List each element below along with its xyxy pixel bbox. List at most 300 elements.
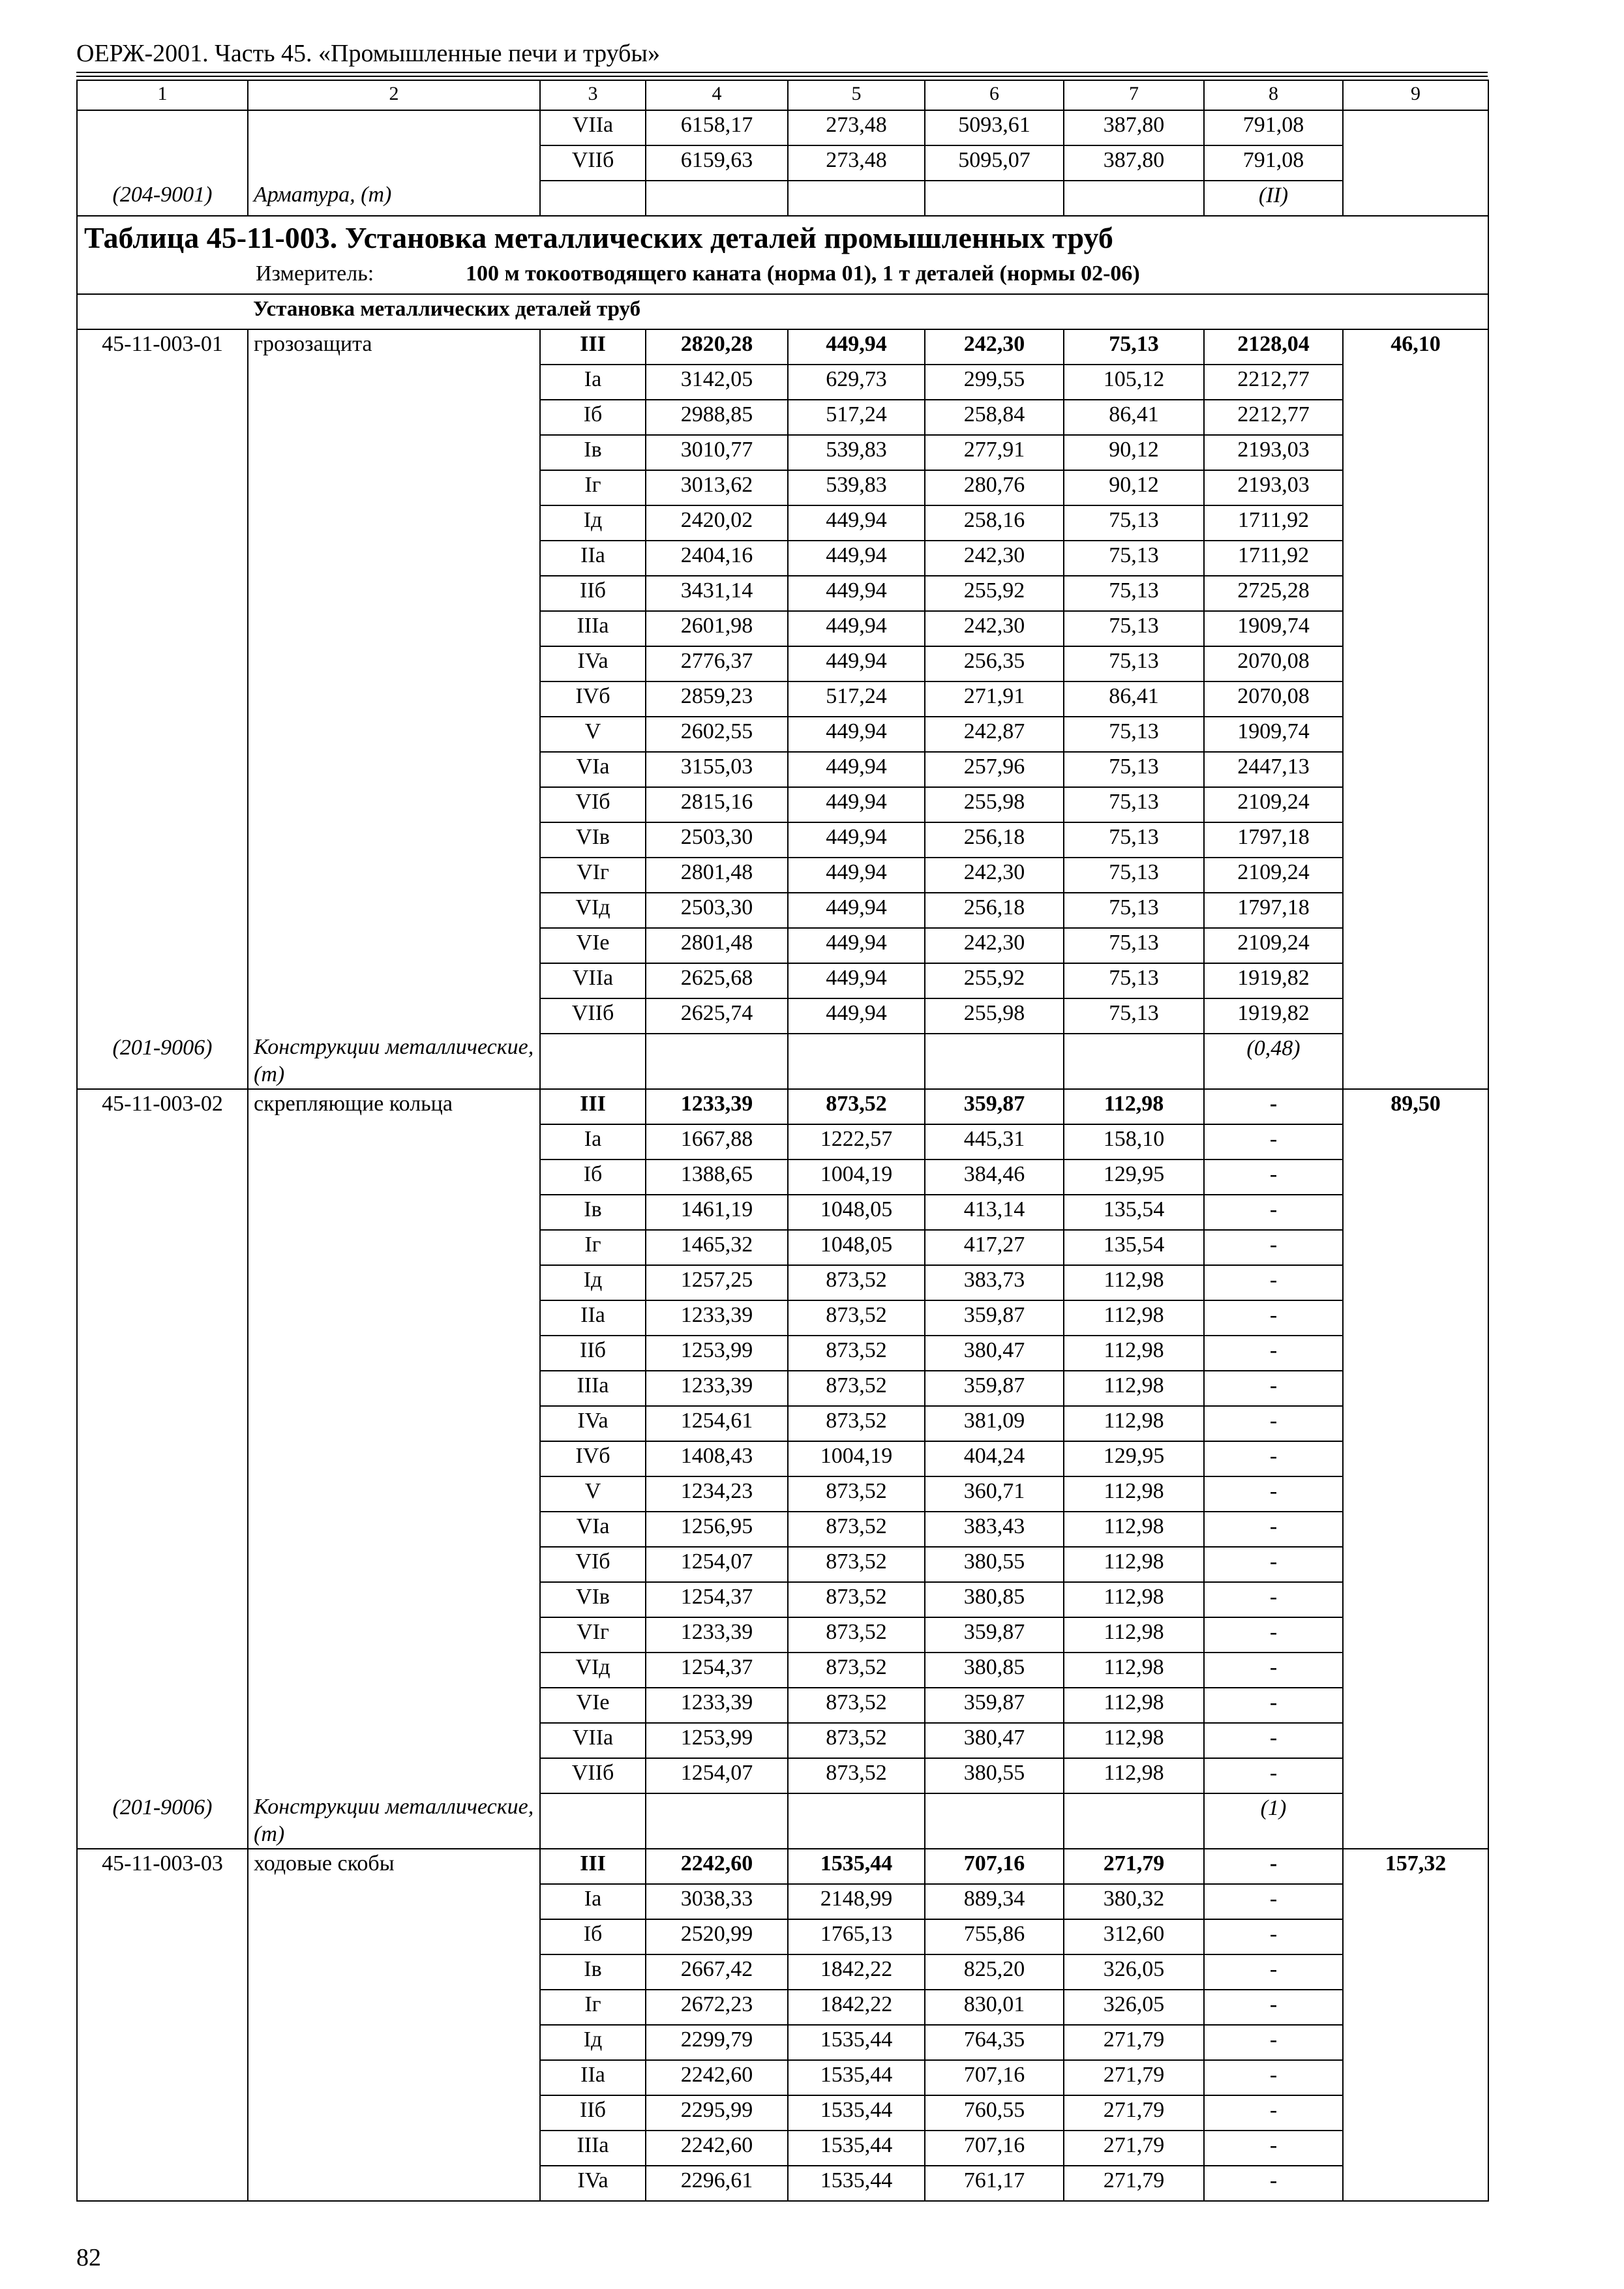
table-row — [77, 1300, 1488, 1336]
value-cell: 2070,08 — [1204, 681, 1343, 717]
extra-cost — [1343, 1195, 1488, 1230]
norm-code — [77, 110, 248, 145]
table-row — [77, 681, 1488, 717]
value-cell: 3038,33 — [646, 1884, 788, 1919]
empty-cell — [1343, 1793, 1488, 1849]
value-cell: 1408,43 — [646, 1441, 788, 1476]
norm-name — [248, 1512, 540, 1547]
value-cell: 445,31 — [925, 1124, 1064, 1159]
table-row — [77, 576, 1488, 611]
value-cell: 1465,32 — [646, 1230, 788, 1265]
extra-cost — [1343, 1371, 1488, 1406]
norm-code — [77, 1265, 248, 1300]
column-number-row — [77, 80, 1488, 110]
value-cell: 3013,62 — [646, 470, 788, 505]
value-cell: 1254,37 — [646, 1582, 788, 1617]
zone-code: VIд — [540, 893, 646, 928]
extra-cost — [1343, 822, 1488, 858]
value-cell: 112,98 — [1064, 1336, 1204, 1371]
zone-code: Ia — [540, 1884, 646, 1919]
norm-name — [248, 1723, 540, 1758]
extra-cost — [1343, 505, 1488, 541]
column-number: 3 — [540, 80, 646, 110]
table-row — [77, 1653, 1488, 1688]
column-number: 9 — [1343, 80, 1488, 110]
norm-code — [77, 1884, 248, 1919]
value-cell: - — [1204, 2060, 1343, 2095]
value-cell: 2520,99 — [646, 1919, 788, 1954]
norm-name — [248, 1758, 540, 1793]
norm-code: 45-11-003-01 — [77, 329, 248, 365]
empty-cell — [540, 181, 646, 216]
norm-code — [77, 1617, 248, 1653]
value-cell: - — [1204, 1547, 1343, 1582]
value-cell: 1842,22 — [788, 1954, 925, 1990]
zone-code: IVб — [540, 681, 646, 717]
norm-name — [248, 400, 540, 435]
value-cell: 75,13 — [1064, 752, 1204, 787]
zone-code: IIIa — [540, 1371, 646, 1406]
zone-code: V — [540, 717, 646, 752]
norm-code — [77, 1195, 248, 1230]
value-cell: 1535,44 — [788, 2025, 925, 2060]
value-cell: 2148,99 — [788, 1884, 925, 1919]
value-cell: 1919,82 — [1204, 998, 1343, 1034]
norm-name — [248, 145, 540, 181]
value-cell: 539,83 — [788, 435, 925, 470]
table-row — [77, 1919, 1488, 1954]
section-row — [77, 294, 1488, 329]
norm-code — [77, 1336, 248, 1371]
extra-cost — [1343, 1406, 1488, 1441]
empty-cell — [925, 181, 1064, 216]
value-cell: 2602,55 — [646, 717, 788, 752]
value-cell: 271,79 — [1064, 2166, 1204, 2201]
column-number: 8 — [1204, 80, 1343, 110]
norm-code — [77, 400, 248, 435]
zone-code: Iд — [540, 1265, 646, 1300]
norm-code — [77, 470, 248, 505]
value-cell: 449,94 — [788, 329, 925, 365]
value-cell: 256,35 — [925, 646, 1064, 681]
value-cell: - — [1204, 1688, 1343, 1723]
value-cell: 1667,88 — [646, 1124, 788, 1159]
norm-code — [77, 365, 248, 400]
extra-cost — [1343, 435, 1488, 470]
zone-code: Iд — [540, 505, 646, 541]
resource-row — [77, 181, 1488, 216]
zone-code: VIa — [540, 752, 646, 787]
norm-name — [248, 1195, 540, 1230]
column-number: 6 — [925, 80, 1064, 110]
norm-name — [248, 998, 540, 1034]
value-cell: 873,52 — [788, 1758, 925, 1793]
table-row — [77, 646, 1488, 681]
norm-name — [248, 1547, 540, 1582]
value-cell: 1797,18 — [1204, 893, 1343, 928]
norm-code — [77, 2025, 248, 2060]
extra-cost: 46,10 — [1343, 329, 1488, 365]
value-cell: 158,10 — [1064, 1124, 1204, 1159]
value-cell: 1254,61 — [646, 1406, 788, 1441]
value-cell: - — [1204, 1406, 1343, 1441]
norm-name — [248, 1300, 540, 1336]
value-cell: - — [1204, 1300, 1343, 1336]
value-cell: 3155,03 — [646, 752, 788, 787]
value-cell: 825,20 — [925, 1954, 1064, 1990]
resource-code: (204-9001) — [77, 181, 248, 216]
value-cell: 517,24 — [788, 400, 925, 435]
zone-code: Iв — [540, 1954, 646, 1990]
table-title: Таблица 45-11-003. Установка металлических деталей промышленных труб — [77, 216, 1488, 260]
norm-name — [248, 1159, 540, 1195]
extra-cost — [1343, 717, 1488, 752]
value-cell: 273,48 — [788, 110, 925, 145]
table-row — [77, 611, 1488, 646]
resource-name: Арматура, (т) — [248, 181, 540, 216]
value-cell: 1535,44 — [788, 2166, 925, 2201]
column-number: 5 — [788, 80, 925, 110]
norm-code — [77, 145, 248, 181]
zone-code: Iг — [540, 470, 646, 505]
norm-code — [77, 1512, 248, 1547]
value-cell: - — [1204, 1336, 1343, 1371]
column-number: 4 — [646, 80, 788, 110]
norm-name — [248, 2025, 540, 2060]
value-cell: 2109,24 — [1204, 858, 1343, 893]
value-cell: 2193,03 — [1204, 435, 1343, 470]
extra-cost — [1343, 2095, 1488, 2131]
norm-name — [248, 2095, 540, 2131]
value-cell: 271,79 — [1064, 2095, 1204, 2131]
value-cell: 873,52 — [788, 1336, 925, 1371]
resource-code: (201-9006) — [77, 1793, 248, 1849]
value-cell: 449,94 — [788, 858, 925, 893]
measure-value: 100 м токоотводящего каната (норма 01), 1 т деталей (нормы 02-06) — [466, 262, 1140, 286]
value-cell: 75,13 — [1064, 576, 1204, 611]
value-cell: 383,43 — [925, 1512, 1064, 1547]
value-cell: 1254,37 — [646, 1653, 788, 1688]
value-cell: - — [1204, 1919, 1343, 1954]
value-cell: 449,94 — [788, 505, 925, 541]
value-cell: 380,85 — [925, 1653, 1064, 1688]
extra-cost — [1343, 1582, 1488, 1617]
norm-code — [77, 2060, 248, 2095]
table-row — [77, 1547, 1488, 1582]
norm-name — [248, 576, 540, 611]
norm-code — [77, 1371, 248, 1406]
value-cell: 873,52 — [788, 1300, 925, 1336]
value-cell: 112,98 — [1064, 1476, 1204, 1512]
value-cell: 256,18 — [925, 822, 1064, 858]
value-cell: - — [1204, 1512, 1343, 1547]
zone-code: VIв — [540, 1582, 646, 1617]
value-cell: 75,13 — [1064, 329, 1204, 365]
value-cell: - — [1204, 1617, 1343, 1653]
value-cell: 873,52 — [788, 1089, 925, 1124]
value-cell: 517,24 — [788, 681, 925, 717]
value-cell: 277,91 — [925, 435, 1064, 470]
norm-name — [248, 1371, 540, 1406]
table-row — [77, 541, 1488, 576]
value-cell: 1535,44 — [788, 2131, 925, 2166]
value-cell: 359,87 — [925, 1089, 1064, 1124]
extra-cost — [1343, 1124, 1488, 1159]
table-row — [77, 1230, 1488, 1265]
value-cell: - — [1204, 1582, 1343, 1617]
norm-code — [77, 2095, 248, 2131]
empty-cell — [646, 181, 788, 216]
value-cell: 86,41 — [1064, 400, 1204, 435]
norm-code — [77, 576, 248, 611]
zone-code: VIб — [540, 787, 646, 822]
norm-code — [77, 1723, 248, 1758]
table-row — [77, 1688, 1488, 1723]
value-cell: 791,08 — [1204, 110, 1343, 145]
value-cell: 255,98 — [925, 787, 1064, 822]
value-cell: 129,95 — [1064, 1159, 1204, 1195]
extra-cost — [1343, 893, 1488, 928]
table-row — [77, 145, 1488, 181]
value-cell: 383,73 — [925, 1265, 1064, 1300]
norm-name — [248, 505, 540, 541]
table-row — [77, 1124, 1488, 1159]
norm-name — [248, 110, 540, 145]
value-cell: 129,95 — [1064, 1441, 1204, 1476]
value-cell: 2801,48 — [646, 928, 788, 963]
norm-code — [77, 787, 248, 822]
value-cell: 2447,13 — [1204, 752, 1343, 787]
norm-code — [77, 541, 248, 576]
resource-code: (201-9006) — [77, 1034, 248, 1089]
value-cell: 449,94 — [788, 963, 925, 998]
empty-cell — [788, 181, 925, 216]
value-cell: 449,94 — [788, 822, 925, 858]
norm-name — [248, 1919, 540, 1954]
extra-cost — [1343, 1547, 1488, 1582]
zone-code: IIб — [540, 576, 646, 611]
norm-code — [77, 963, 248, 998]
zone-code: III — [540, 329, 646, 365]
value-cell: 707,16 — [925, 2131, 1064, 2166]
norm-name — [248, 1265, 540, 1300]
value-cell: 1711,92 — [1204, 505, 1343, 541]
norm-code — [77, 681, 248, 717]
value-cell: 2988,85 — [646, 400, 788, 435]
norm-code — [77, 998, 248, 1034]
empty-cell — [1064, 181, 1204, 216]
norm-name — [248, 1688, 540, 1723]
table-row — [77, 752, 1488, 787]
value-cell: 359,87 — [925, 1300, 1064, 1336]
zone-code: IIб — [540, 1336, 646, 1371]
value-cell: - — [1204, 1441, 1343, 1476]
value-cell: 1919,82 — [1204, 963, 1343, 998]
empty-cell — [540, 1793, 646, 1849]
value-cell: 5095,07 — [925, 145, 1064, 181]
value-cell: 873,52 — [788, 1512, 925, 1547]
value-cell: - — [1204, 1089, 1343, 1124]
norm-name — [248, 2131, 540, 2166]
zone-code: VIд — [540, 1653, 646, 1688]
norm-name — [248, 1406, 540, 1441]
zone-code: IVa — [540, 1406, 646, 1441]
value-cell: 112,98 — [1064, 1723, 1204, 1758]
value-cell: 2299,79 — [646, 2025, 788, 2060]
value-cell: 873,52 — [788, 1406, 925, 1441]
value-cell: 359,87 — [925, 1688, 1064, 1723]
value-cell: 242,30 — [925, 541, 1064, 576]
value-cell: 326,05 — [1064, 1990, 1204, 2025]
table-row — [77, 1406, 1488, 1441]
zone-code: VIIa — [540, 963, 646, 998]
value-cell: 326,05 — [1064, 1954, 1204, 1990]
extra-cost — [1343, 1954, 1488, 1990]
value-cell: 2212,77 — [1204, 400, 1343, 435]
table-row — [77, 1371, 1488, 1406]
value-cell: 380,85 — [925, 1582, 1064, 1617]
value-cell: 75,13 — [1064, 717, 1204, 752]
empty-cell — [1343, 294, 1488, 329]
value-cell: 1233,39 — [646, 1371, 788, 1406]
value-cell: 417,27 — [925, 1230, 1064, 1265]
table-row — [77, 400, 1488, 435]
value-cell: 764,35 — [925, 2025, 1064, 2060]
zone-code: IIIa — [540, 2131, 646, 2166]
table-row — [77, 1441, 1488, 1476]
zone-code: IIб — [540, 2095, 646, 2131]
norm-code — [77, 1688, 248, 1723]
norm-code — [77, 1547, 248, 1582]
value-cell: 873,52 — [788, 1653, 925, 1688]
norm-name — [248, 2166, 540, 2201]
value-cell: 889,34 — [925, 1884, 1064, 1919]
norm-name — [248, 787, 540, 822]
table-row — [77, 1617, 1488, 1653]
extra-cost — [1343, 1336, 1488, 1371]
column-number: 2 — [248, 80, 540, 110]
value-cell: 1254,07 — [646, 1547, 788, 1582]
value-cell: 112,98 — [1064, 1089, 1204, 1124]
value-cell: 449,94 — [788, 787, 925, 822]
table-row — [77, 858, 1488, 893]
norm-code: 45-11-003-03 — [77, 1849, 248, 1884]
zone-code: IIa — [540, 541, 646, 576]
zone-code: VIIб — [540, 998, 646, 1034]
value-cell: 112,98 — [1064, 1512, 1204, 1547]
extra-cost — [1343, 1230, 1488, 1265]
table-row — [77, 928, 1488, 963]
norm-code — [77, 1124, 248, 1159]
norm-code: 45-11-003-02 — [77, 1089, 248, 1124]
value-cell: 1048,05 — [788, 1195, 925, 1230]
extra-cost — [1343, 1758, 1488, 1793]
value-cell: 873,52 — [788, 1265, 925, 1300]
value-cell: 75,13 — [1064, 928, 1204, 963]
norm-name — [248, 541, 540, 576]
value-cell: - — [1204, 1371, 1343, 1406]
norm-name — [248, 1990, 540, 2025]
value-cell: 707,16 — [925, 2060, 1064, 2095]
value-cell: 1535,44 — [788, 2060, 925, 2095]
value-cell: 2295,99 — [646, 2095, 788, 2131]
zone-code: IVa — [540, 2166, 646, 2201]
table-row — [77, 1336, 1488, 1371]
value-cell: 112,98 — [1064, 1617, 1204, 1653]
norm-name: ходовые скобы — [248, 1849, 540, 1884]
value-cell: 2820,28 — [646, 329, 788, 365]
empty-cell — [540, 1034, 646, 1089]
table-row — [77, 435, 1488, 470]
empty-cell — [788, 1034, 925, 1089]
norm-code — [77, 1300, 248, 1336]
value-cell: 2625,74 — [646, 998, 788, 1034]
extra-cost — [1343, 752, 1488, 787]
value-cell: 449,94 — [788, 893, 925, 928]
value-cell: 449,94 — [788, 717, 925, 752]
norm-name — [248, 435, 540, 470]
value-cell: 873,52 — [788, 1582, 925, 1617]
norm-code — [77, 1441, 248, 1476]
norm-name — [248, 646, 540, 681]
value-cell: 830,01 — [925, 1990, 1064, 2025]
value-cell: 242,87 — [925, 717, 1064, 752]
value-cell: 1233,39 — [646, 1089, 788, 1124]
empty-cell — [646, 1793, 788, 1849]
value-cell: 2420,02 — [646, 505, 788, 541]
extra-cost — [1343, 2131, 1488, 2166]
extra-cost — [1343, 858, 1488, 893]
zone-code: IIIa — [540, 611, 646, 646]
value-cell: - — [1204, 2095, 1343, 2131]
norm-name — [248, 681, 540, 717]
value-cell: 112,98 — [1064, 1653, 1204, 1688]
value-cell: 384,46 — [925, 1159, 1064, 1195]
norm-code — [77, 1919, 248, 1954]
extra-cost — [1343, 1990, 1488, 2025]
extra-cost — [1343, 1919, 1488, 1954]
value-cell: 1233,39 — [646, 1688, 788, 1723]
zone-code: Iб — [540, 1159, 646, 1195]
measure-label: Измеритель: — [256, 262, 374, 286]
table-row — [77, 1582, 1488, 1617]
resource-row — [77, 1034, 1488, 1089]
value-cell: 359,87 — [925, 1371, 1064, 1406]
value-cell: 707,16 — [925, 1849, 1064, 1884]
table-row — [77, 787, 1488, 822]
table-row — [77, 1723, 1488, 1758]
value-cell: 90,12 — [1064, 470, 1204, 505]
norm-code — [77, 1582, 248, 1617]
value-cell: 1842,22 — [788, 1990, 925, 2025]
value-cell: 1253,99 — [646, 1336, 788, 1371]
value-cell: 2776,37 — [646, 646, 788, 681]
value-cell: 2109,24 — [1204, 928, 1343, 963]
value-cell: 273,48 — [788, 145, 925, 181]
value-cell: 75,13 — [1064, 858, 1204, 893]
zone-code: III — [540, 1849, 646, 1884]
zone-code: Iб — [540, 400, 646, 435]
norm-code — [77, 505, 248, 541]
extra-cost — [1343, 110, 1488, 145]
value-cell: - — [1204, 2131, 1343, 2166]
zone-code: Iв — [540, 1195, 646, 1230]
value-cell: 760,55 — [925, 2095, 1064, 2131]
value-cell: 312,60 — [1064, 1919, 1204, 1954]
value-cell: 449,94 — [788, 998, 925, 1034]
zone-code: IVб — [540, 1441, 646, 1476]
value-cell: 135,54 — [1064, 1230, 1204, 1265]
